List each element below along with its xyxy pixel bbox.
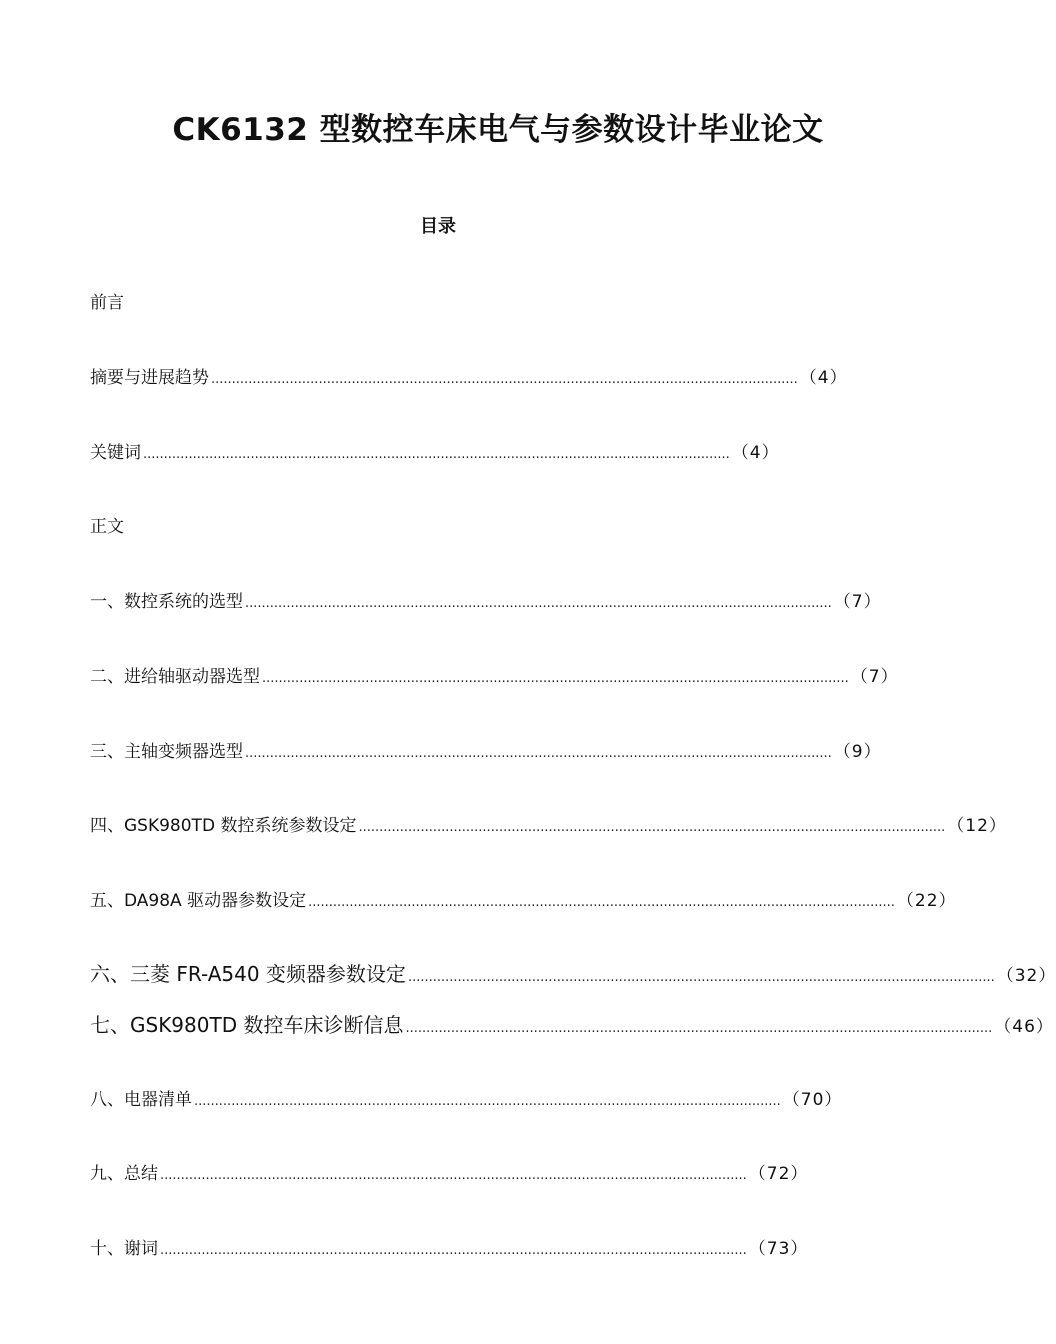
toc-entry-label: 四、GSK980TD 数控系统参数设定 [90,816,357,836]
toc-entry [90,438,780,463]
toc-section-header [90,288,124,313]
toc-leader-dots: .............................................................................................................................................. [194,1094,781,1109]
toc-page-number: （73） [748,1239,809,1259]
toc-entry [90,1159,809,1184]
toc-entry [90,958,1056,987]
toc-entry-label: 正文 [90,517,124,537]
toc-leader-dots: .............................................................................................................................................. [405,1021,993,1036]
toc-entry-label: 十、谢词 [90,1239,158,1259]
toc-entry-label: 七、GSK980TD 数控车床诊断信息 [90,1013,404,1037]
toc-entry [90,662,899,687]
toc-page-number: （70） [782,1090,843,1110]
toc-entry-label: 九、总结 [90,1164,158,1184]
toc-page-number: （22） [896,891,957,911]
toc-leader-dots: .............................................................................................................................................. [143,447,730,462]
toc-entry [90,1085,843,1110]
toc-entry [90,886,957,911]
toc-entry [90,363,848,388]
toc-entry [90,811,1007,836]
toc-leader-dots: .............................................................................................................................................. [211,372,798,387]
toc-entry-label: 二、进给轴驱动器选型 [90,667,260,687]
document-title: CK6132 型数控车床电气与参数设计毕业论文 [172,112,824,148]
toc-leader-dots: .............................................................................................................................................. [262,671,849,686]
toc-leader-dots: .............................................................................................................................................. [308,895,895,910]
toc-entry [90,737,882,762]
toc-page-number: （7） [833,592,882,612]
toc-leader-dots: .............................................................................................................................................. [245,746,832,761]
toc-page-number: （4） [799,368,848,388]
toc-leader-dots: .............................................................................................................................................. [245,596,832,611]
toc-entry [90,1234,809,1259]
toc-entry-label: 关键词 [90,443,141,463]
toc-entry-label: 六、三菱 FR-A540 变频器参数设定 [90,962,406,986]
toc-leader-dots: .............................................................................................................................................. [407,970,995,985]
toc-entry-label: 八、电器清单 [90,1090,192,1110]
toc-entry-label: 前言 [90,293,124,313]
toc-entry-label: 三、主轴变频器选型 [90,742,243,762]
toc-entry-label: 摘要与进展趋势 [90,368,209,388]
toc-page-number: （9） [833,742,882,762]
toc-leader-dots: .............................................................................................................................................. [358,820,946,835]
toc-page-number: （72） [748,1164,809,1184]
toc-page-number: （46） [994,1017,1054,1037]
toc-leader-dots: .............................................................................................................................................. [160,1243,747,1258]
toc-section-header [90,512,124,537]
toc-page-number: （7） [850,667,899,687]
toc-entry-label: 五、DA98A 驱动器参数设定 [90,891,307,911]
toc-entry [90,587,882,612]
toc-page-number: （12） [947,816,1007,836]
toc-entry [90,1009,1054,1038]
toc-page-number: （32） [996,966,1056,986]
toc-page-number: （4） [731,443,780,463]
toc-leader-dots: .............................................................................................................................................. [160,1168,747,1183]
toc-heading: 目录 [420,216,456,237]
toc-entry-label: 一、数控系统的选型 [90,592,243,612]
